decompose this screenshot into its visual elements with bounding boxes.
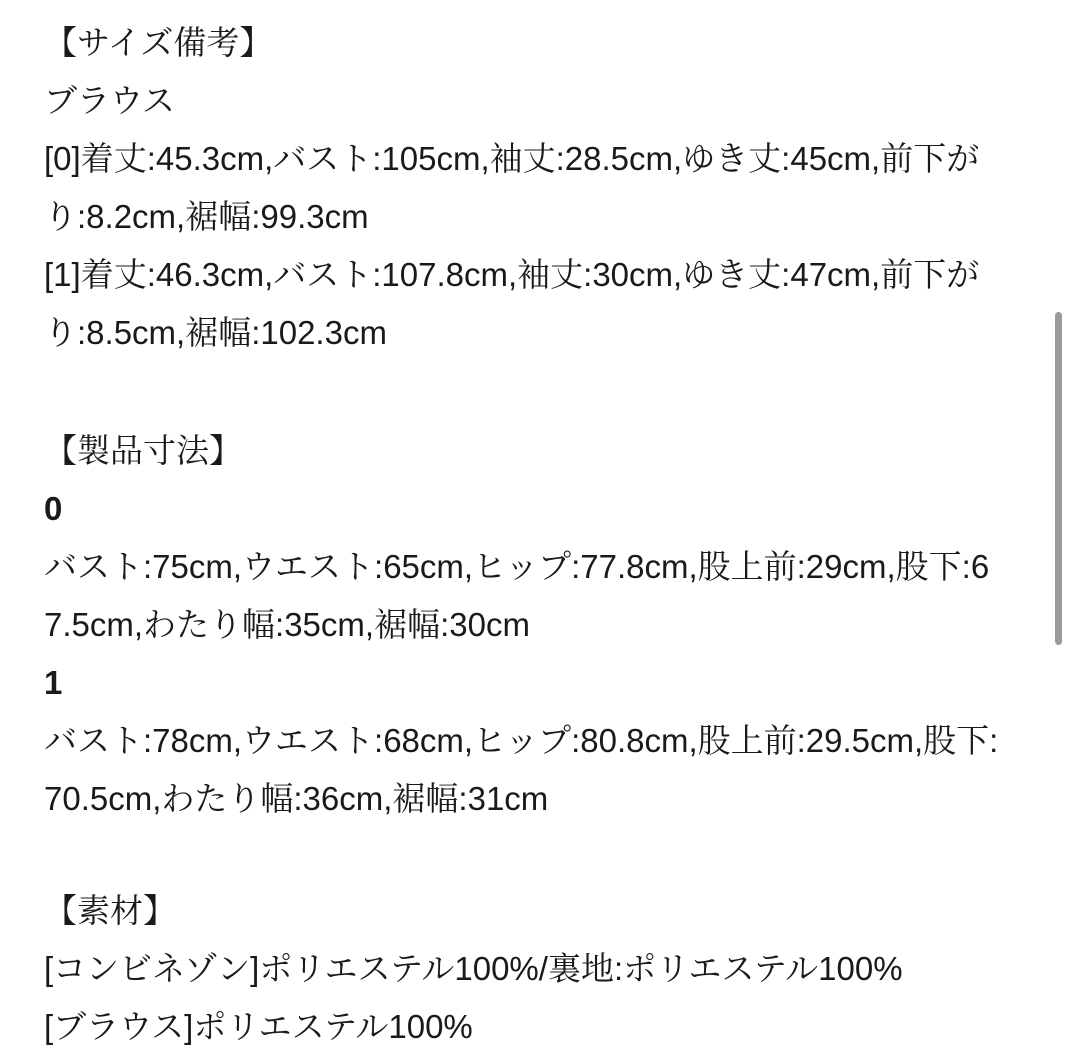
section-spacer-1 <box>44 362 1010 422</box>
subheading-blouse: ブラウス <box>44 82 176 119</box>
size-label-0: 0 <box>44 490 63 527</box>
size-label-1: 1 <box>44 664 63 701</box>
scrollbar-track[interactable] <box>1062 0 1072 1056</box>
size-note-line-1: [1]着丈:46.3cm,バスト:107.8cm,袖丈:30cm,ゆき丈:47cm,前下がり:8.5cm,裾幅:102.3cm <box>44 256 980 351</box>
section-heading-size-notes: 【サイズ備考】 <box>44 24 273 61</box>
material-line-0: [コンビネゾン]ポリエステル100%/裏地:ポリエステル100% <box>44 950 903 987</box>
scrollbar-thumb[interactable] <box>1055 312 1062 645</box>
material-line-1: [ブラウス]ポリエステル100% <box>44 1008 473 1045</box>
section-material <box>44 882 1010 1056</box>
section-size-notes <box>44 14 1010 362</box>
section-heading-product-measurements: 【製品寸法】 <box>44 432 242 469</box>
section-spacer-2 <box>44 828 1010 882</box>
size-note-line-0: [0]着丈:45.3cm,バスト:105cm,袖丈:28.5cm,ゆき丈:45cm,前下がり:8.2cm,裾幅:99.3cm <box>44 140 980 235</box>
measurements-line-size-1: バスト:78cm,ウエスト:68cm,ヒップ:80.8cm,股上前:29.5cm,股下:70.5cm,わたり幅:36cm,裾幅:31cm <box>44 722 999 817</box>
section-heading-material: 【素材】 <box>44 892 176 929</box>
measurements-line-size-0: バスト:75cm,ウエスト:65cm,ヒップ:77.8cm,股上前:29cm,股下:67.5cm,わたり幅:35cm,裾幅:30cm <box>44 548 990 643</box>
section-product-measurements <box>44 422 1010 828</box>
